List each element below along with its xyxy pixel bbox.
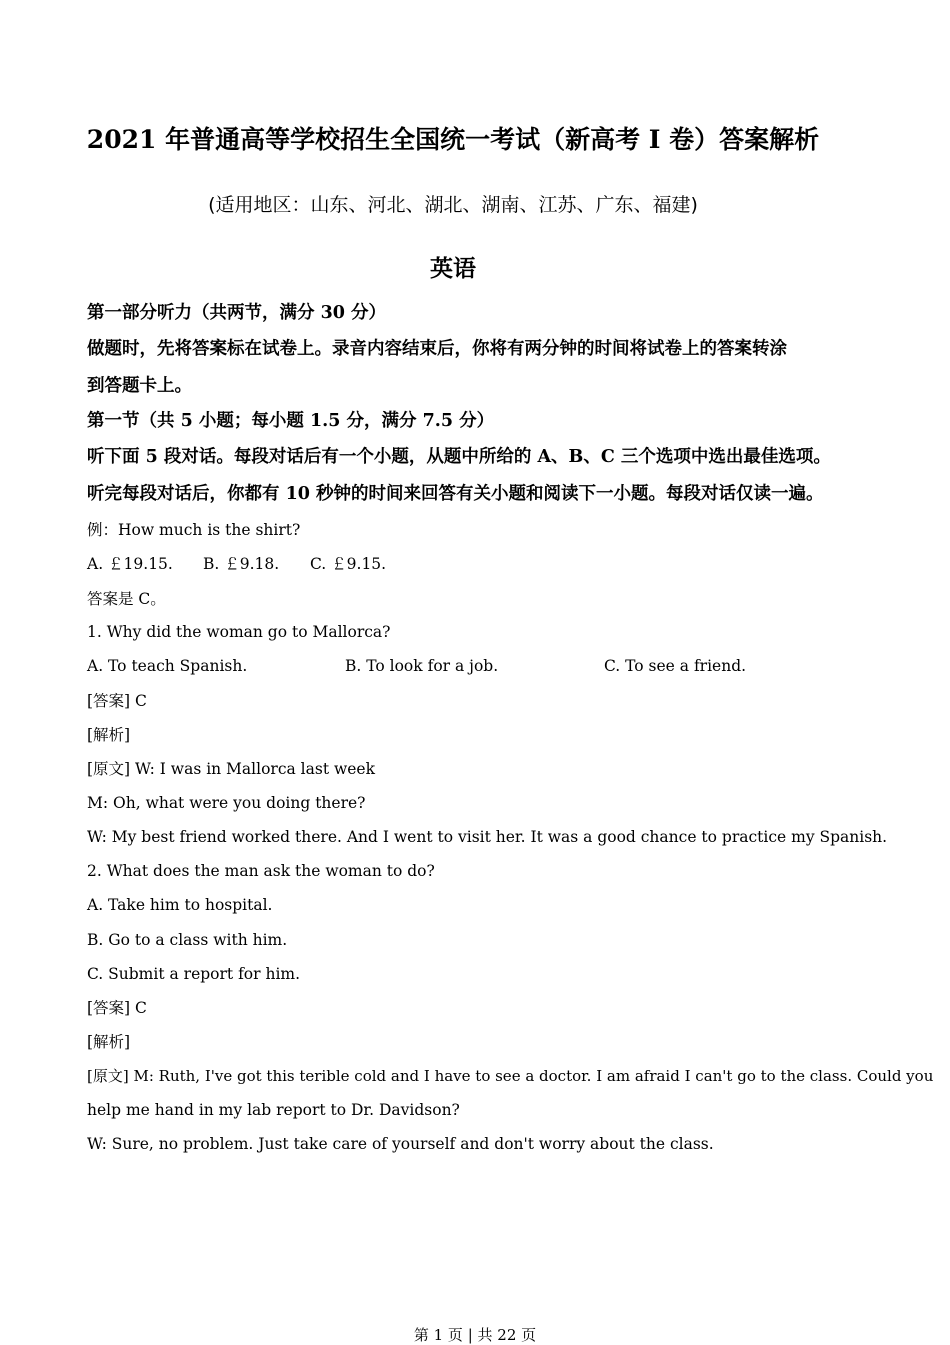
subject-heading: 英语 (430, 255, 476, 282)
q2-answer: [答案] C (87, 999, 147, 1017)
q1-transcript-3: W: My best friend worked there. And I went to visit her. It was a good chance to practice my Spanish. (87, 828, 888, 846)
q2-option-c: C. Submit a report for him. (87, 965, 301, 983)
q2-question: 2. What does the man ask the woman to do? (87, 862, 435, 880)
example-option-b: B. ￡9.18. (203, 555, 280, 573)
q1-option-a: A. To teach Spanish. (87, 657, 248, 675)
document-title: 2021 年普通高等学校招生全国统一考试（新高考 I 卷）答案解析 (86, 125, 820, 154)
q1-option-c: C. To see a friend. (604, 657, 747, 675)
part1-note-line2: 到答题卡上。 (87, 376, 192, 396)
q2-transcript-3: W: Sure, no problem. Just take care of yourself and don't worry about the class. (87, 1135, 714, 1153)
q1-answer: [答案] C (87, 692, 147, 710)
q1-question: 1. Why did the woman go to Mallorca? (87, 623, 391, 641)
page-indicator: 第 1 页 | 共 22 页 (413, 1326, 537, 1344)
part1-heading: 第一部分听力（共两节，满分 30 分） (87, 303, 387, 323)
q1-option-b: B. To look for a job. (345, 657, 499, 675)
example-answer: 答案是 C。 (87, 590, 166, 608)
section1-note-line2: 听完每段对话后，你都有 10 秒钟的时间来回答有关小题和阅读下一小题。每段对话仅读一遍。 (87, 484, 824, 504)
q2-analysis: [解析] (87, 1033, 131, 1051)
part1-note-line1: 做题时，先将答案标在试卷上。录音内容结束后，你将有两分钟的时间将试卷上的答案转涂 (87, 339, 787, 359)
q2-transcript-1: [原文] M: Ruth, I've got this terible cold and I have to see a doctor. I am afraid I can't go to the class. Could you (87, 1067, 934, 1085)
q1-analysis: [解析] (87, 726, 131, 744)
q2-transcript-2: help me hand in my lab report to Dr. Davidson? (87, 1101, 460, 1119)
example-question: 例：How much is the shirt? (87, 521, 301, 539)
q2-option-a: A. Take him to hospital. (87, 896, 273, 914)
q1-transcript-1: [原文] W: I was in Mallorca last week (87, 760, 375, 778)
example-option-a: A. ￡19.15. (87, 555, 173, 573)
example-option-c: C. ￡9.15. (310, 555, 387, 573)
region-note: (适用地区：山东、河北、湖北、湖南、江苏、广东、福建) (208, 194, 698, 216)
section1-heading: 第一节（共 5 小题；每小题 1.5 分，满分 7.5 分） (87, 411, 495, 431)
section1-note-line1: 听下面 5 段对话。每段对话后有一个小题，从题中所给的 A、B、C 三个选项中选出最佳选项。 (87, 447, 831, 467)
q2-option-b: B. Go to a class with him. (87, 931, 288, 949)
q1-transcript-2: M: Oh, what were you doing there? (87, 794, 366, 812)
